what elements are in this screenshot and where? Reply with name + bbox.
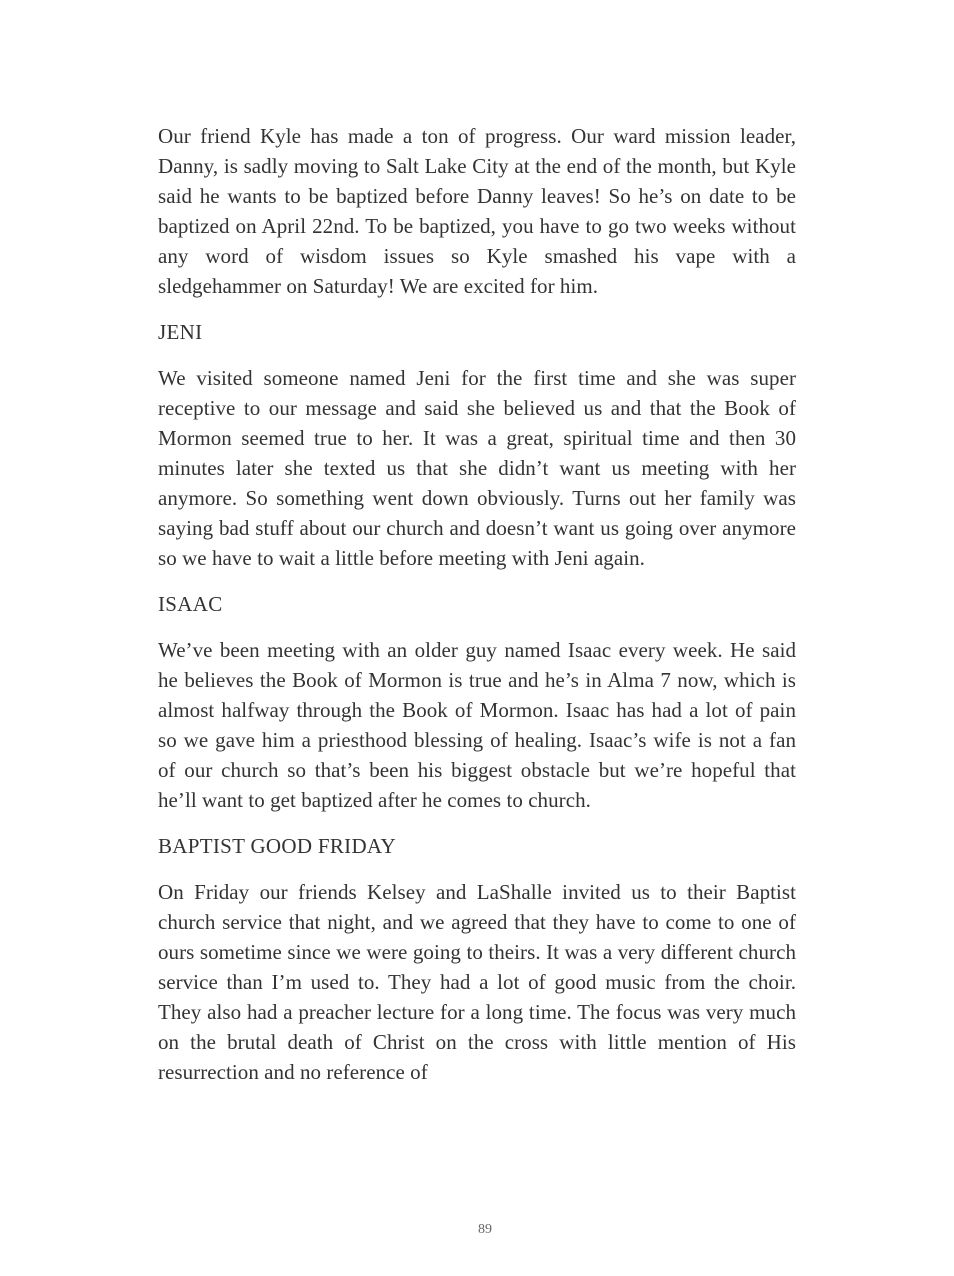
- heading-jeni: JENI: [158, 320, 203, 344]
- paragraph-baptist-good-friday: On Friday our friends Kelsey and LaShalle invited us to their Baptist church service that night, and we agreed that they have to come to one of ours sometime since we were going to theirs. It was a very different church service than I’m used to. They had a lot of good music from the choir. They also had a preacher lecture for a long time. The focus was very much on the brutal death of Christ on the cross with little mention of His resurrection and no reference of: [158, 880, 796, 1084]
- heading-baptist-good-friday: BAPTIST GOOD FRIDAY: [158, 834, 396, 858]
- page-body: [158, 121, 796, 1103]
- paragraph-jeni: We visited someone named Jeni for the first time and she was super receptive to our message and said she believed us and that the Book of Mormon seemed true to her. It was a great, spiritual time and then 30 minutes later she texted us that she didn’t want us meeting with her anymore. So something went down obviously. Turns out her family was saying bad stuff about our church and doesn’t want us going over anymore so we have to wait a little before meeting with Jeni again.: [158, 366, 796, 570]
- paragraph-isaac: We’ve been meeting with an older guy named Isaac every week. He said he believes the Book of Mormon is true and he’s in Alma 7 now, which is almost halfway through the Book of Mormon. Isaac has had a lot of pain so we gave him a priesthood blessing of healing. Isaac’s wife is not a fan of our church so that’s been his biggest obstacle but we’re hopeful that he’ll want to get baptized after he comes to church.: [158, 638, 796, 812]
- heading-isaac: ISAAC: [158, 592, 223, 616]
- paragraph-kyle: Our friend Kyle has made a ton of progress. Our ward mission leader, Danny, is sadly moving to Salt Lake City at the end of the month, but Kyle said he wants to be baptized before Danny leaves! So he’s on date to be baptized on April 22nd. To be baptized, you have to go two weeks without any word of wisdom issues so Kyle smashed his vape with a sledgehammer on Saturday! We are excited for him.: [158, 124, 796, 298]
- page-number: 89: [478, 1222, 492, 1237]
